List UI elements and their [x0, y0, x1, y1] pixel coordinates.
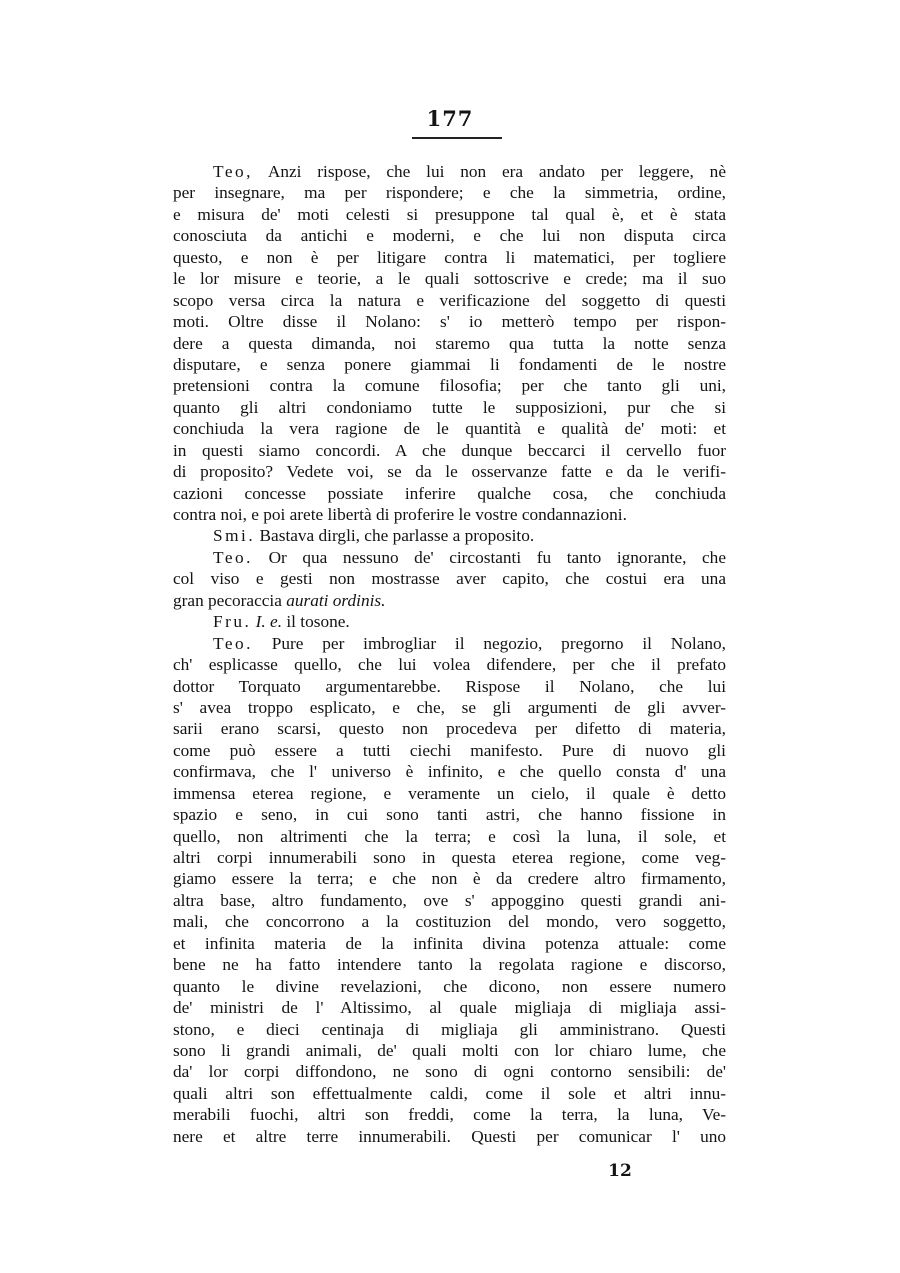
- line-text: altri corpi innumerabili sono in questa eterea regione, come veg-: [173, 848, 726, 867]
- line-text: conchiuda la vera ragione de le quantità e qualità de' moti: et: [173, 419, 726, 439]
- text-line: [173, 718, 726, 739]
- text-line: [173, 268, 726, 289]
- text-line: [173, 697, 726, 718]
- speaker-name: Teo.: [213, 633, 253, 653]
- text-line: [173, 1083, 726, 1104]
- speech-line: [173, 611, 726, 632]
- text-line: [173, 826, 726, 847]
- text-line: [173, 654, 726, 675]
- line-text: nere et altre terre innumerabili. Questi per comunicar l' uno: [173, 1126, 726, 1146]
- line-text: bene ne ha fatto intendere tanto la regolata ragione e discorso,: [173, 955, 726, 975]
- text-line: [173, 590, 726, 611]
- line-text: quanto le divine revelazioni, che dicono, non essere numero: [173, 976, 726, 996]
- line-text: immensa eterea regione, e veramente un cielo, il quale è detto: [173, 783, 726, 803]
- text-line: [173, 954, 726, 975]
- speaker-name: Teo,: [213, 162, 253, 181]
- text-line: [173, 761, 726, 782]
- line-text: questo, e non è per litigare contra li matematici, per togliere: [173, 247, 726, 267]
- text-line: [173, 1126, 726, 1147]
- text-line: [173, 311, 726, 332]
- text-line: [173, 204, 726, 225]
- text-line: [173, 182, 726, 203]
- line-text: moti. Oltre disse il Nolano: s' io metterò tempo per rispon-: [173, 312, 726, 332]
- text-line: [173, 1104, 726, 1125]
- line-text: confirmava, che l' universo è infinito, e che quello consta d' una: [173, 762, 726, 782]
- body-text: [173, 161, 726, 1147]
- text-line: [173, 375, 726, 396]
- text-line: [173, 911, 726, 932]
- text-line: [173, 461, 726, 482]
- line-text: cazioni concesse possiate inferire qualche cosa, che conchiuda: [173, 483, 726, 503]
- line-text: quanto gli altri condoniamo tutte le supposizioni, pur che si: [173, 397, 726, 417]
- line-text: spazio e seno, in cui sono tanti astri, che hanno fissione in: [173, 805, 726, 825]
- signature-mark: 12: [608, 1161, 632, 1181]
- line-text: Anzi rispose, che lui non era andato per leggere, nè: [267, 162, 726, 181]
- line-text: quali altri son effettualmente caldi, come il sole et altri innu-: [173, 1083, 726, 1103]
- text-line: [173, 890, 726, 911]
- text-line: [173, 483, 726, 504]
- text-line: [173, 783, 726, 804]
- text-line: [173, 804, 726, 825]
- line-text: col viso e gesti non mostrasse aver capito, che costui era una: [173, 569, 726, 589]
- text-line: [173, 440, 726, 461]
- line-text: sarii erano scarsi, questo non procedeva per difetto di materia,: [173, 719, 726, 739]
- text-line: [173, 933, 726, 954]
- text-line: [173, 676, 726, 697]
- text-line: [173, 740, 726, 761]
- line-text: il tosone.: [282, 612, 350, 632]
- text-line: [173, 1019, 726, 1040]
- text-line: [173, 1061, 726, 1082]
- line-text: in questi siamo concordi. A che dunque beccarci il cervello fuor: [173, 440, 726, 460]
- text-line: [173, 333, 726, 354]
- speech-line: [173, 547, 726, 568]
- italic-abbrev: I. e.: [255, 612, 283, 632]
- speech-line: [173, 633, 726, 654]
- line-text: de' ministri de l' Altissimo, al quale migliaja di migliaja assi-: [173, 998, 726, 1018]
- text-line: [173, 225, 726, 246]
- text-line: [173, 418, 726, 439]
- text-line: [173, 504, 726, 525]
- speaker-name: Smi.: [213, 526, 256, 546]
- line-text: e misura de' moti celesti si presuppone tal qual è, et è stata: [173, 204, 726, 224]
- text-line: [173, 568, 726, 589]
- speech-line: [173, 525, 726, 546]
- line-text: conosciuta da antichi e moderni, e che lui non disputa circa: [173, 226, 726, 246]
- line-text: ch' esplicasse quello, che lui volea difendere, per che il prefato: [173, 655, 726, 675]
- speaker-name: Fru.: [213, 612, 252, 632]
- line-text: giamo essere la terra; e che non è da credere altro firmamento,: [173, 869, 726, 889]
- speech-line: [173, 161, 726, 182]
- text-line: [173, 354, 726, 375]
- text-line: [173, 847, 726, 868]
- line-text: per insegnare, ma per rispondere; e che la simmetria, ordine,: [173, 183, 726, 203]
- text-line: [173, 290, 726, 311]
- text-line: [173, 1040, 726, 1061]
- line-text: merabili fuochi, altri son freddi, come la terra, la luna, Ve-: [173, 1105, 726, 1125]
- line-text: contra noi, e poi arete libertà di proferire le vostre condannazioni.: [173, 505, 627, 524]
- speaker-name: Teo.: [213, 547, 253, 567]
- text-line: [173, 976, 726, 997]
- line-text: come può essere a tutti ciechi manifesto. Pure di nuovo gli: [173, 740, 726, 760]
- line-text: et infinita materia de la infinita divina potenza attuale: come: [173, 933, 726, 953]
- line-text: stono, e dieci centinaja di migliaja gli amministrano. Questi: [173, 1019, 726, 1039]
- text-line: [173, 247, 726, 268]
- line-text: dottor Torquato argumentarebbe. Rispose il Nolano, che lui: [173, 676, 726, 696]
- page-number: 177: [426, 106, 474, 131]
- line-text: s' avea troppo esplicato, e che, se gli argumenti de gli avver-: [173, 697, 726, 717]
- line-text: pretensioni contra la comune filosofia; per che tanto gli uni,: [173, 376, 726, 396]
- line-text: le lor misure e teorie, a le quali sottoscrive e crede; ma il suo: [173, 269, 726, 289]
- line-text: Or qua nessuno de' circostanti fu tanto ignorante, che: [268, 547, 726, 567]
- line-text: mali, che concorrono a la costituzion del mondo, vero soggetto,: [173, 912, 726, 932]
- line-text: da' lor corpi diffondono, ne sono di ogni contorno sensibili: de': [173, 1062, 726, 1082]
- line-text: dere a questa dimanda, noi staremo qua tutta la notte senza: [173, 333, 726, 353]
- line-text: gran pecoraccia: [173, 590, 287, 610]
- line-text: altra base, altro fundamento, ove s' appoggino questi grandi ani-: [173, 890, 726, 910]
- line-text: quello, non altrimenti che la terra; e così la luna, il sole, et: [173, 826, 726, 846]
- line-text: scopo versa circa la natura e verificazione del soggetto di questi: [173, 290, 726, 310]
- line-text: sono li grandi animali, de' quali molti con lor chiaro lume, che: [173, 1040, 726, 1060]
- text-line: [173, 868, 726, 889]
- line-text: di proposito? Vedete voi, se da le osservanze fatte e da le verifi-: [173, 462, 726, 482]
- header-rule: [412, 137, 502, 139]
- line-text: Pure per imbrogliar il negozio, pregorno il Nolano,: [271, 633, 726, 653]
- line-text: Bastava dirgli, che parlasse a proposito.: [259, 526, 535, 546]
- text-line: [173, 397, 726, 418]
- text-line: [173, 997, 726, 1018]
- italic-phrase: aurati ordinis.: [286, 590, 386, 610]
- line-text: disputare, e senza ponere giammai li fondamenti de le nostre: [173, 354, 726, 374]
